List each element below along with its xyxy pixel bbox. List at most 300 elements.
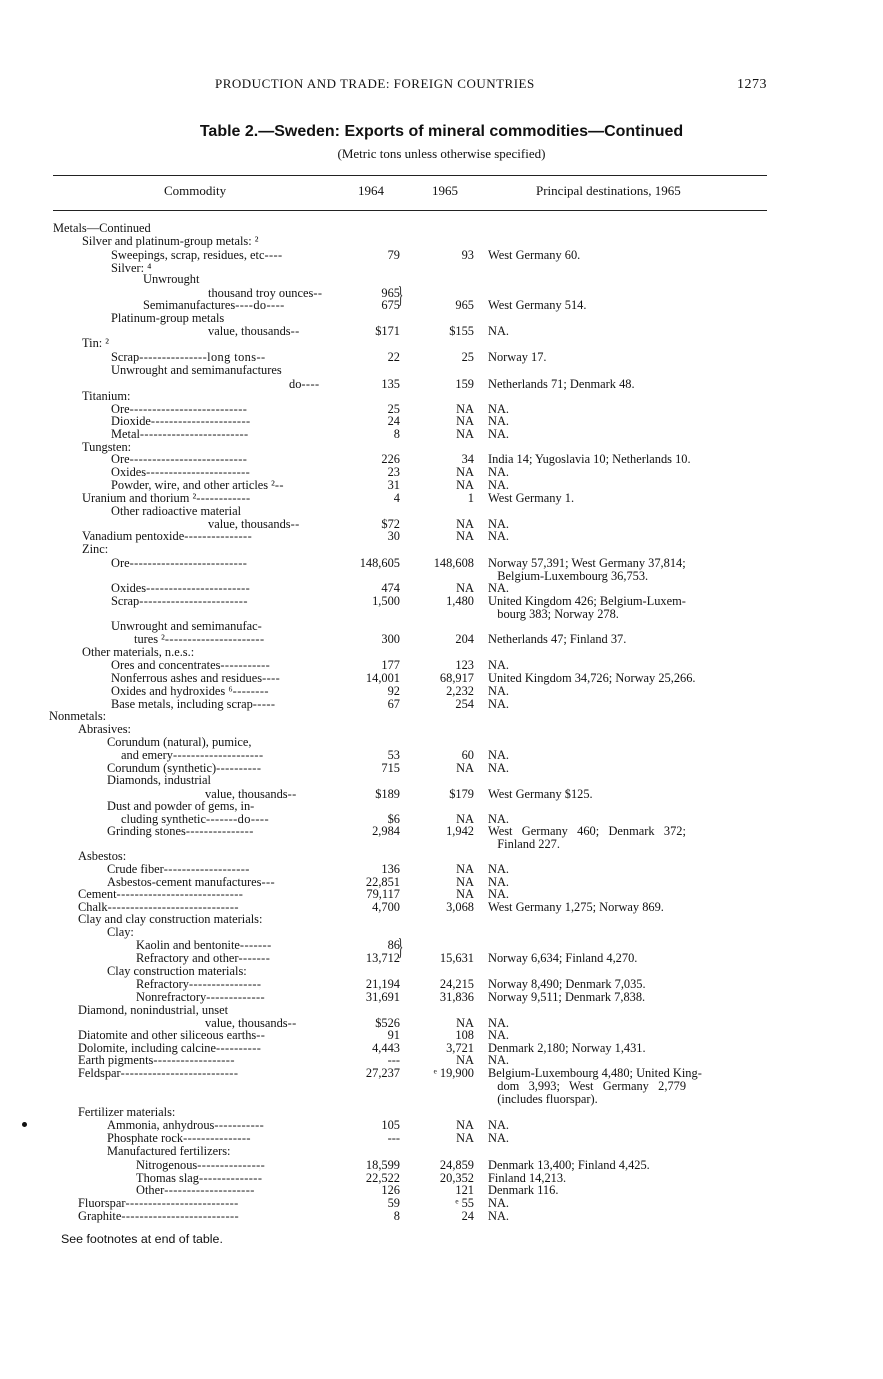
value-1965: 159 bbox=[455, 377, 474, 391]
table-row bbox=[0, 1079, 883, 1093]
value-1964: 13,712 bbox=[365, 951, 400, 965]
table-row bbox=[0, 887, 883, 901]
value-1964: 148,605 bbox=[359, 556, 400, 570]
column-header-destinations: Principal destinations, 1965 bbox=[536, 183, 681, 198]
value-1964: 31 bbox=[387, 478, 400, 492]
table-row bbox=[0, 938, 883, 952]
leader-dots: ----do---- bbox=[235, 298, 285, 312]
table-row bbox=[0, 1092, 883, 1106]
destinations: NA. bbox=[488, 517, 509, 531]
leader-dots: ----------- bbox=[220, 658, 271, 672]
commodity-label bbox=[111, 414, 251, 428]
destinations: (includes fluorspar). bbox=[488, 1092, 598, 1106]
commodity-text: Fluorspar bbox=[78, 1196, 126, 1210]
leader-dots: ---- bbox=[301, 377, 320, 391]
commodity-label bbox=[111, 504, 241, 518]
commodity-label bbox=[111, 465, 250, 479]
table-row bbox=[0, 1066, 883, 1080]
value-1964: 22,522 bbox=[365, 1171, 400, 1185]
commodity-label bbox=[82, 234, 258, 248]
leader-dots: --------------- bbox=[184, 529, 253, 543]
commodity-text: Kaolin and bentonite bbox=[136, 938, 240, 952]
header-top-rule bbox=[53, 175, 767, 176]
column-header-1965: 1965 bbox=[432, 183, 458, 198]
destinations: NA. bbox=[488, 324, 509, 338]
commodity-text: Abrasives: bbox=[78, 722, 131, 736]
commodity-text: Dust and powder of gems, in- bbox=[107, 799, 255, 813]
leader-dots: ---------------- bbox=[188, 977, 262, 991]
commodity-text: Clay construction materials: bbox=[107, 964, 247, 978]
commodity-text: thousand troy ounces bbox=[208, 286, 314, 300]
leader-dots: ------- bbox=[239, 938, 272, 952]
commodity-text: Oxides and hydroxides ⁶ bbox=[111, 684, 233, 698]
table-row bbox=[0, 671, 883, 685]
commodity-label bbox=[107, 799, 254, 813]
destinations: NA. bbox=[488, 529, 509, 543]
value-1965: 68,917 bbox=[439, 671, 474, 685]
destinations: bourg 383; Norway 278. bbox=[488, 607, 619, 621]
page-number: 1273 bbox=[737, 77, 767, 92]
table-row bbox=[0, 336, 883, 350]
commodity-label bbox=[78, 1196, 239, 1210]
value-1965: ᵉ 19,900 bbox=[433, 1066, 474, 1080]
destinations: Netherlands 71; Denmark 48. bbox=[488, 377, 635, 391]
destinations: Belgium-Luxembourg 4,480; United King- bbox=[488, 1066, 702, 1080]
leader-dots: ----------------------------- bbox=[107, 900, 239, 914]
value-1964: 23 bbox=[387, 465, 400, 479]
commodity-text: and emery bbox=[121, 748, 173, 762]
value-1965: 1,480 bbox=[446, 594, 474, 608]
value-1965: 2,232 bbox=[446, 684, 474, 698]
value-1964: 79,117 bbox=[366, 887, 400, 901]
commodity-label bbox=[136, 938, 272, 952]
commodity-text: Base metals, including scrap bbox=[111, 697, 253, 711]
value-1964: 4,443 bbox=[372, 1041, 400, 1055]
value-1964: 53 bbox=[387, 748, 400, 762]
value-1964: 91 bbox=[387, 1028, 400, 1042]
table-row bbox=[0, 925, 883, 939]
value-1964: 135 bbox=[381, 377, 400, 391]
destinations: Finland 14,213. bbox=[488, 1171, 567, 1185]
leader-dots: -------------------------- bbox=[129, 402, 248, 416]
value-1964: 24 bbox=[387, 414, 400, 428]
leader-dots: ---------- bbox=[216, 761, 262, 775]
leader-dots: --------------- bbox=[197, 1158, 266, 1172]
value-1965: 965 bbox=[455, 298, 474, 312]
destinations: NA. bbox=[488, 1016, 509, 1030]
value-1965: 254 bbox=[455, 697, 474, 711]
table-row bbox=[0, 248, 883, 262]
table-row bbox=[0, 1209, 883, 1223]
table-subtitle: (Metric tons unless otherwise specified) bbox=[337, 146, 546, 161]
value-1964: $171 bbox=[375, 324, 400, 338]
destinations: NA. bbox=[488, 658, 509, 672]
value-1965: 3,721 bbox=[446, 1041, 474, 1055]
value-1964: $189 bbox=[375, 787, 400, 801]
commodity-label bbox=[111, 452, 247, 466]
commodity-text: Earth pigments bbox=[78, 1053, 154, 1067]
table-row bbox=[0, 709, 883, 723]
value-1965: 24 bbox=[461, 1209, 474, 1223]
leader-dots: -------- bbox=[232, 684, 269, 698]
commodity-label bbox=[143, 298, 285, 312]
commodity-label bbox=[107, 964, 247, 978]
commodity-text: Refractory bbox=[136, 977, 189, 991]
table-row bbox=[0, 1158, 883, 1172]
value-1965: NA bbox=[456, 517, 474, 531]
value-1965: NA bbox=[456, 1118, 474, 1132]
value-1964: 8 bbox=[393, 1209, 400, 1223]
commodity-text: Vanadium pentoxide bbox=[82, 529, 185, 543]
commodity-text: Unwrought and semimanufac- bbox=[111, 619, 262, 633]
value-1964: --- bbox=[387, 1131, 400, 1145]
commodity-text: Tungsten: bbox=[82, 440, 132, 454]
table-row bbox=[0, 556, 883, 570]
commodity-label bbox=[82, 336, 109, 350]
table-row bbox=[0, 414, 883, 428]
value-1964: 18,599 bbox=[365, 1158, 400, 1172]
value-1964: 965 bbox=[381, 286, 400, 300]
commodity-text: Phosphate rock bbox=[107, 1131, 184, 1145]
commodity-text: Semimanufactures bbox=[143, 298, 236, 312]
commodity-text: value, thousands bbox=[208, 324, 291, 338]
destinations: NA. bbox=[488, 478, 509, 492]
commodity-text: Ore bbox=[111, 452, 130, 466]
value-1964: --- bbox=[387, 1053, 400, 1067]
table-row bbox=[0, 748, 883, 762]
commodity-text: Clay and clay construction materials: bbox=[78, 912, 263, 926]
commodity-label bbox=[107, 1118, 264, 1132]
table-row bbox=[0, 1053, 883, 1067]
destinations: NA. bbox=[488, 748, 509, 762]
destinations: NA. bbox=[488, 1209, 509, 1223]
leader-dots: -------------------- bbox=[172, 748, 264, 762]
destinations: Denmark 2,180; Norway 1,431. bbox=[488, 1041, 646, 1055]
commodity-text: Nonferrous ashes and residues bbox=[111, 671, 263, 685]
commodity-label bbox=[107, 735, 252, 749]
value-1965: $179 bbox=[449, 787, 474, 801]
commodity-text: Asbestos-cement manufactures bbox=[107, 875, 262, 889]
commodity-label bbox=[107, 862, 250, 876]
table-row bbox=[0, 632, 883, 646]
destinations: NA. bbox=[488, 1118, 509, 1132]
commodity-text: Ammonia, anhydrous bbox=[107, 1118, 215, 1132]
leader-dots: -- bbox=[290, 324, 300, 338]
commodity-label bbox=[136, 1158, 265, 1172]
leader-dots: -------do---- bbox=[206, 812, 269, 826]
commodity-label bbox=[111, 556, 247, 570]
commodity-label bbox=[111, 594, 248, 608]
table-row bbox=[0, 478, 883, 492]
destinations: India 14; Yugoslavia 10; Netherlands 10. bbox=[488, 452, 691, 466]
table-row bbox=[0, 977, 883, 991]
table-row bbox=[0, 234, 883, 248]
destinations: NA. bbox=[488, 812, 509, 826]
table-row bbox=[0, 684, 883, 698]
value-1964: 92 bbox=[387, 684, 400, 698]
destinations: NA. bbox=[488, 427, 509, 441]
commodity-label bbox=[111, 427, 249, 441]
table-row bbox=[0, 990, 883, 1004]
commodity-text: Zinc: bbox=[82, 542, 109, 556]
column-header-commodity: Commodity bbox=[164, 183, 227, 198]
value-1965: NA bbox=[456, 402, 474, 416]
commodity-text: Feldspar bbox=[78, 1066, 121, 1080]
value-1965: 148,608 bbox=[433, 556, 474, 570]
commodity-label bbox=[111, 581, 250, 595]
commodity-text: Diamonds, industrial bbox=[107, 773, 211, 787]
table-row bbox=[0, 427, 883, 441]
commodity-text: Thomas slag bbox=[136, 1171, 199, 1185]
commodity-text: value, thousands bbox=[205, 787, 288, 801]
value-1965: 204 bbox=[455, 632, 474, 646]
column-header-1964: 1964 bbox=[358, 183, 384, 198]
commodity-label bbox=[136, 951, 270, 965]
value-1965: NA bbox=[456, 812, 474, 826]
value-1965: 24,859 bbox=[439, 1158, 474, 1172]
table-row bbox=[0, 912, 883, 926]
leader-dots: -- bbox=[256, 1028, 266, 1042]
leader-dots: -------------------- bbox=[164, 1183, 255, 1197]
table-row bbox=[0, 799, 883, 813]
header-bottom-rule bbox=[53, 210, 767, 211]
value-1964: $6 bbox=[387, 812, 400, 826]
leader-dots: --- bbox=[261, 875, 276, 889]
leader-dots: -------------------------- bbox=[121, 1209, 240, 1223]
commodity-text: Unwrought and semimanufactures bbox=[111, 363, 282, 377]
commodity-label bbox=[107, 1144, 231, 1158]
table-row bbox=[0, 581, 883, 595]
table-row bbox=[0, 619, 883, 633]
value-1964: 4,700 bbox=[372, 900, 400, 914]
table-row bbox=[0, 1131, 883, 1145]
commodity-text: Oxides bbox=[111, 581, 147, 595]
value-1964: 126 bbox=[381, 1183, 400, 1197]
commodity-text: Diatomite and other siliceous earths bbox=[78, 1028, 257, 1042]
destinations: United Kingdom 34,726; Norway 25,266. bbox=[488, 671, 696, 685]
leader-dots: -------------------------- bbox=[129, 452, 248, 466]
commodity-text: Metals—Continued bbox=[53, 221, 151, 235]
destinations: United Kingdom 426; Belgium-Luxem- bbox=[488, 594, 686, 608]
value-1964: 675 bbox=[381, 298, 400, 312]
commodity-label bbox=[111, 684, 269, 698]
value-1965: 15,631 bbox=[439, 951, 474, 965]
value-1965: 1 bbox=[467, 491, 474, 505]
leader-dots: -------------------------- bbox=[120, 1066, 239, 1080]
leader-dots: ----------- bbox=[214, 1118, 265, 1132]
commodity-label bbox=[111, 248, 283, 262]
commodity-text: Scrap bbox=[111, 594, 140, 608]
destinations: Denmark 116. bbox=[488, 1183, 559, 1197]
table-row bbox=[0, 1144, 883, 1158]
leader-dots: ---------------------- bbox=[164, 632, 265, 646]
value-1965: NA bbox=[456, 862, 474, 876]
leader-dots: ---------------------------- bbox=[116, 887, 244, 901]
value-1965: 24,215 bbox=[439, 977, 474, 991]
destinations: NA. bbox=[488, 761, 509, 775]
leader-dots: -- bbox=[274, 478, 284, 492]
commodity-text: Other materials, n.e.s.: bbox=[82, 645, 195, 659]
commodity-text: Other bbox=[136, 1183, 165, 1197]
destinations: NA. bbox=[488, 1131, 509, 1145]
value-1964: 8 bbox=[393, 427, 400, 441]
value-1964: 22,851 bbox=[365, 875, 400, 889]
table-row bbox=[0, 504, 883, 518]
value-1964: 4 bbox=[393, 491, 400, 505]
value-1964: 105 bbox=[381, 1118, 400, 1132]
destinations: NA. bbox=[488, 697, 509, 711]
leader-dots: ---------------long tons-- bbox=[139, 350, 266, 364]
value-1964: $526 bbox=[375, 1016, 400, 1030]
table-row bbox=[0, 849, 883, 863]
value-1965: 25 bbox=[461, 350, 474, 364]
commodity-label bbox=[78, 1028, 265, 1042]
value-1965: 121 bbox=[455, 1183, 474, 1197]
commodity-label bbox=[136, 990, 265, 1004]
commodity-label bbox=[107, 1131, 251, 1145]
commodity-text: Sweepings, scrap, residues, etc bbox=[111, 248, 265, 262]
commodity-text: Nonrefractory bbox=[136, 990, 207, 1004]
commodity-text: Metal bbox=[111, 427, 140, 441]
brace-clay: } bbox=[398, 935, 404, 961]
commodity-text: tures ² bbox=[134, 632, 165, 646]
commodity-label bbox=[82, 389, 130, 403]
brace-silver: } bbox=[398, 283, 404, 309]
destinations: NA. bbox=[488, 875, 509, 889]
commodity-label bbox=[78, 1066, 238, 1080]
value-1965: NA bbox=[456, 887, 474, 901]
table-row bbox=[0, 1196, 883, 1210]
value-1965: 60 bbox=[461, 748, 474, 762]
destinations: dom 3,993; West Germany 2,779 bbox=[488, 1079, 687, 1093]
leader-dots: ----- bbox=[252, 697, 276, 711]
table-row bbox=[0, 389, 883, 403]
value-1965: NA bbox=[456, 1053, 474, 1067]
commodity-text: Ore bbox=[111, 556, 130, 570]
value-1964: 136 bbox=[381, 862, 400, 876]
commodity-text: Ores and concentrates bbox=[111, 658, 221, 672]
destinations: West Germany 1,275; Norway 869. bbox=[488, 900, 664, 914]
value-1964: 67 bbox=[387, 697, 400, 711]
commodity-text: Other radioactive material bbox=[111, 504, 242, 518]
commodity-text: Tin: ² bbox=[82, 336, 110, 350]
commodity-label bbox=[111, 619, 262, 633]
value-1965: 123 bbox=[455, 658, 474, 672]
commodity-label bbox=[111, 671, 280, 685]
value-1964: 177 bbox=[381, 658, 400, 672]
value-1965: NA bbox=[456, 875, 474, 889]
value-1965: NA bbox=[456, 465, 474, 479]
destinations: NA. bbox=[488, 1196, 509, 1210]
commodity-text: Clay: bbox=[107, 925, 134, 939]
leader-dots: ------------------------- bbox=[125, 1196, 239, 1210]
value-1965: 34 bbox=[461, 452, 474, 466]
commodity-text: Corundum (natural), pumice, bbox=[107, 735, 252, 749]
value-1965: NA bbox=[456, 414, 474, 428]
table-row bbox=[0, 824, 883, 838]
leader-dots: -------------------------- bbox=[129, 556, 248, 570]
commodity-label bbox=[82, 542, 108, 556]
commodity-text: Grinding stones bbox=[107, 824, 186, 838]
value-1964: 27,237 bbox=[365, 1066, 400, 1080]
value-1964: 79 bbox=[387, 248, 400, 262]
leader-dots: ------------------------ bbox=[139, 427, 249, 441]
destinations: NA. bbox=[488, 684, 509, 698]
destinations: West Germany $125. bbox=[488, 787, 593, 801]
commodity-label bbox=[78, 887, 243, 901]
destinations: Belgium-Luxembourg 36,753. bbox=[488, 569, 649, 583]
commodity-text: value, thousands bbox=[208, 517, 291, 531]
commodity-text: Refractory and other bbox=[136, 951, 239, 965]
destinations: Norway 6,634; Finland 4,270. bbox=[488, 951, 638, 965]
table-row bbox=[0, 594, 883, 608]
commodity-text: value, thousands bbox=[205, 1016, 288, 1030]
table-row bbox=[0, 645, 883, 659]
commodity-label bbox=[136, 1183, 255, 1197]
leader-dots: ------------- bbox=[206, 990, 266, 1004]
commodity-label bbox=[111, 658, 270, 672]
value-1965: 20,352 bbox=[439, 1171, 474, 1185]
value-1964: 226 bbox=[381, 452, 400, 466]
value-1965: NA bbox=[456, 1131, 474, 1145]
value-1964: 25 bbox=[387, 402, 400, 416]
leader-dots: ---------------------- bbox=[150, 414, 251, 428]
commodity-label bbox=[78, 849, 126, 863]
commodity-label bbox=[53, 221, 151, 235]
value-1964: 21,194 bbox=[365, 977, 400, 991]
value-1965: 1,942 bbox=[446, 824, 474, 838]
leader-dots: ------------------------ bbox=[139, 594, 248, 608]
commodity-label bbox=[82, 645, 194, 659]
destinations: Norway 17. bbox=[488, 350, 547, 364]
value-1965: $155 bbox=[449, 324, 474, 338]
commodity-text: Uranium and thorium ² bbox=[82, 491, 197, 505]
table-row bbox=[0, 964, 883, 978]
destinations: Norway 57,391; West Germany 37,814; bbox=[488, 556, 686, 570]
margin-mark bbox=[22, 1122, 27, 1127]
destinations: Netherlands 47; Finland 37. bbox=[488, 632, 627, 646]
table-row bbox=[0, 1003, 883, 1017]
value-1965: NA bbox=[456, 1016, 474, 1030]
commodity-text: Dioxide bbox=[111, 414, 151, 428]
leader-dots: -------------- bbox=[198, 1171, 263, 1185]
value-1965: 31,836 bbox=[439, 990, 474, 1004]
leader-dots: -- bbox=[287, 787, 297, 801]
commodity-label bbox=[111, 350, 266, 364]
commodity-text: Powder, wire, and other articles ² bbox=[111, 478, 275, 492]
commodity-text: Nitrogenous bbox=[136, 1158, 198, 1172]
commodity-text: Corundum (synthetic) bbox=[107, 761, 217, 775]
leader-dots: ------------------ bbox=[153, 1053, 235, 1067]
table-row bbox=[0, 491, 883, 505]
table-row bbox=[0, 350, 883, 364]
table-row bbox=[0, 658, 883, 672]
value-1965: 3,068 bbox=[446, 900, 474, 914]
leader-dots: --------------- bbox=[183, 1131, 251, 1145]
value-1964: 300 bbox=[381, 632, 400, 646]
table-row bbox=[0, 1183, 883, 1197]
value-1965: 108 bbox=[455, 1028, 474, 1042]
destinations: NA. bbox=[488, 887, 509, 901]
destinations: NA. bbox=[488, 862, 509, 876]
value-1964: 474 bbox=[381, 581, 400, 595]
leader-dots: ------------ bbox=[196, 491, 251, 505]
table-row bbox=[0, 951, 883, 965]
commodity-label bbox=[49, 709, 106, 723]
value-1965: 93 bbox=[461, 248, 474, 262]
leader-dots: ------------------- bbox=[163, 862, 250, 876]
table-row bbox=[0, 311, 883, 325]
